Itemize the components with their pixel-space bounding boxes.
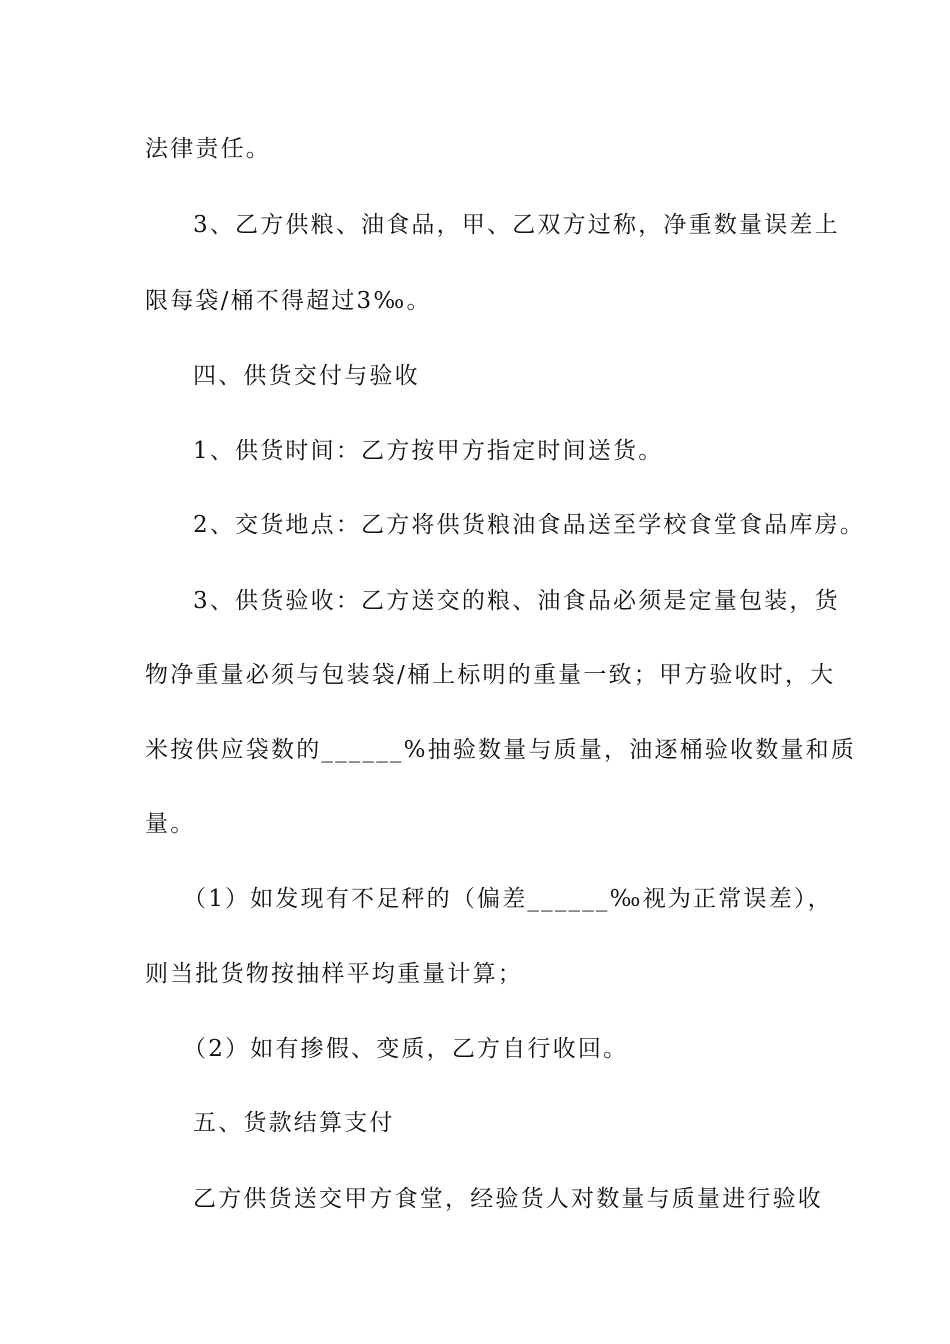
text-line: 3、乙方供粮、油食品，甲、乙双方过称，净重数量误差上	[193, 212, 840, 238]
text-line: 乙方供货送交甲方食堂，经验货人对数量与质量进行验收	[193, 1186, 823, 1212]
text-line: 2、交货地点：乙方将供货粮油食品送至学校食堂食品库房。	[193, 512, 866, 538]
text-line: 3、供货验收：乙方送交的粮、油食品必须是定量包装，货	[193, 588, 840, 614]
text-line: （2）如有掺假、变质，乙方自行收回。	[183, 1036, 629, 1062]
section-heading: 四、供货交付与验收	[193, 363, 420, 389]
section-heading: 五、货款结算支付	[193, 1110, 395, 1136]
text-line: 物净重量必须与包装袋/桶上标明的重量一致；甲方验收时，大	[145, 662, 836, 688]
text-line: 限每袋/桶不得超过3‰。	[145, 288, 432, 314]
text-line: 1、供货时间：乙方按甲方指定时间送货。	[193, 438, 664, 464]
text-line: 米按供应袋数的______%抽验数量与质量，油逐桶验收数量和质	[145, 737, 857, 763]
text-line: 则当批货物按抽样平均重量计算；	[145, 961, 523, 987]
text-line: 量。	[145, 811, 196, 837]
text-line: （1）如发现有不足秤的（偏差______‰视为正常误差），	[183, 886, 833, 912]
text-line: 法律责任。	[145, 136, 271, 162]
